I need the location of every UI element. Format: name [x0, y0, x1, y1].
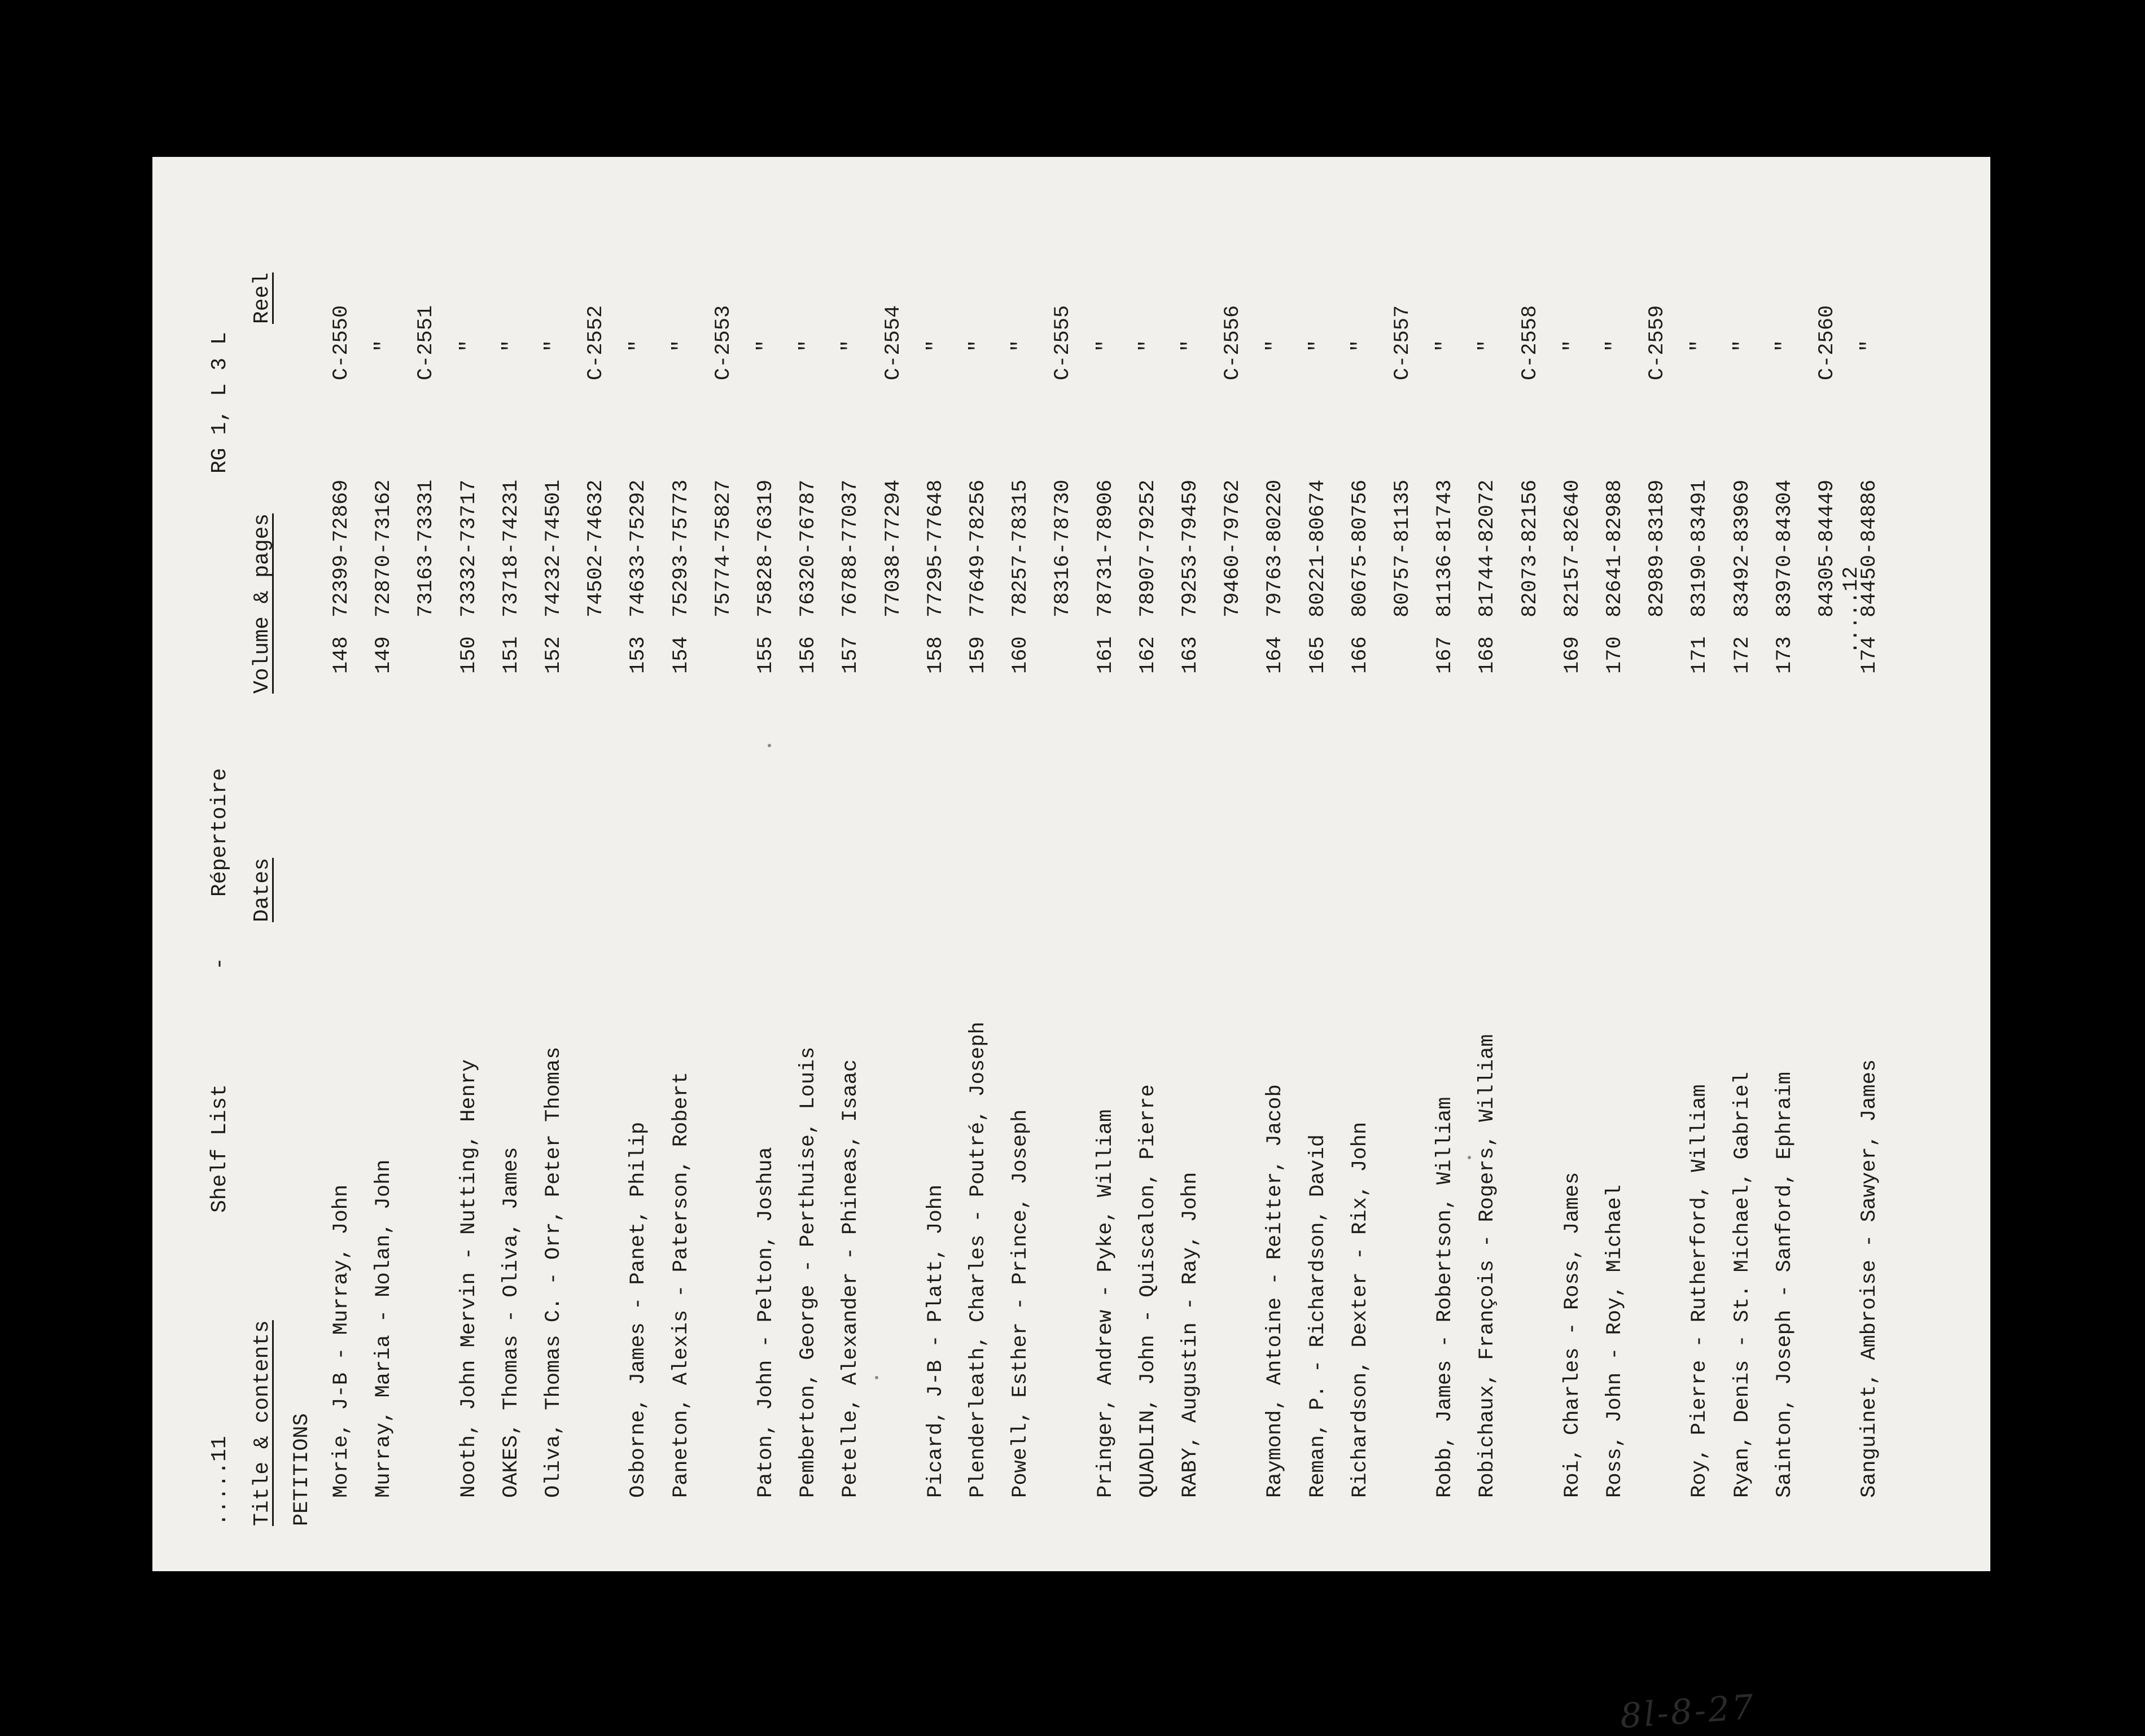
- row-volume: 174: [1858, 636, 1881, 674]
- row-pages: 82157-82640: [1561, 479, 1584, 617]
- row-volume: 172: [1731, 636, 1754, 674]
- row-reel: C-2557: [1391, 305, 1415, 380]
- row-pages: 74232-74501: [542, 479, 566, 617]
- row-volume: 152: [542, 636, 566, 674]
- row-volume: 168: [1476, 636, 1499, 674]
- row-pages: 77649-78256: [966, 479, 990, 617]
- row-reel: C-2550: [330, 305, 353, 380]
- row-title: QUADLIN, John - Quiscalon, Pierre: [1136, 1084, 1160, 1498]
- section-label: PETITIONS: [290, 1413, 314, 1526]
- row-title: Morie, J-B - Murray, John: [330, 1184, 353, 1498]
- row-title: Paton, John - Pelton, Joshua: [754, 1147, 778, 1498]
- row-pages: 72870-73162: [372, 479, 396, 617]
- row-pages: 74502-74632: [584, 479, 608, 617]
- row-pages: 72399-72869: [330, 479, 353, 617]
- title-separator: -: [208, 957, 232, 970]
- row-title: RABY, Augustin - Ray, John: [1179, 1172, 1202, 1498]
- row-pages: 73332-73717: [457, 479, 481, 617]
- footer-reference: .....12: [1840, 566, 1863, 654]
- row-title: Roy, Pierre - Rutherford, William: [1688, 1084, 1711, 1498]
- row-reel: ": [796, 339, 820, 352]
- row-title: Powell, Esther - Prince, Joseph: [1009, 1109, 1032, 1498]
- row-reel: C-2560: [1815, 305, 1839, 380]
- page-reference: .....11: [208, 1436, 232, 1526]
- row-volume: 148: [330, 636, 353, 674]
- row-reel: ": [1306, 339, 1330, 352]
- row-pages: 74633-75292: [627, 479, 650, 617]
- column-dates: Dates: [250, 857, 274, 922]
- row-volume: 163: [1179, 636, 1202, 674]
- row-reel: C-2555: [1051, 305, 1075, 380]
- row-title: Sainton, Joseph - Sanford, Ephraim: [1773, 1072, 1797, 1498]
- row-volume: 162: [1136, 636, 1160, 674]
- document-sheet: [152, 157, 1990, 1736]
- column-volume-pages: Volume & pages: [250, 513, 274, 694]
- row-pages: 79253-79459: [1179, 479, 1202, 617]
- row-pages: 81136-81743: [1433, 479, 1457, 617]
- row-reel: ": [500, 339, 523, 352]
- row-reel: ": [1858, 339, 1881, 352]
- row-reel: C-2551: [414, 305, 438, 380]
- row-volume: 165: [1306, 636, 1330, 674]
- row-volume: 150: [457, 636, 481, 674]
- row-pages: 77038-77294: [882, 479, 905, 617]
- row-reel: ": [1009, 339, 1032, 352]
- row-pages: 77295-77648: [924, 479, 948, 617]
- row-pages: 83190-83491: [1688, 479, 1711, 617]
- row-reel: ": [1476, 339, 1499, 352]
- row-reel: ": [1731, 339, 1754, 352]
- row-pages: 78731-78906: [1094, 479, 1118, 617]
- row-pages: 82989-83189: [1645, 479, 1669, 617]
- row-pages: 73718-74231: [500, 479, 523, 617]
- row-reel: ": [1688, 339, 1711, 352]
- row-volume: 164: [1263, 636, 1287, 674]
- row-volume: 169: [1561, 636, 1584, 674]
- row-reel: ": [754, 339, 778, 352]
- row-pages: 80221-80674: [1306, 479, 1330, 617]
- row-volume: 151: [500, 636, 523, 674]
- row-title: Roi, Charles - Ross, James: [1561, 1172, 1584, 1498]
- row-reel: ": [924, 339, 948, 352]
- row-volume: 159: [966, 636, 990, 674]
- row-title: Reman, P. - Richardson, David: [1306, 1134, 1330, 1498]
- row-pages: 83970-84304: [1773, 479, 1797, 617]
- column-title-contents: Title & contents: [250, 1320, 274, 1526]
- row-pages: 80757-81135: [1391, 479, 1415, 617]
- row-pages: 78316-78730: [1051, 479, 1075, 617]
- film-dust: [1468, 1156, 1471, 1159]
- row-reel: C-2552: [584, 305, 608, 380]
- row-reel: ": [1773, 339, 1797, 352]
- row-pages: 84305-84449: [1815, 479, 1839, 617]
- column-reel: Reel: [250, 272, 274, 324]
- row-reel: C-2556: [1221, 305, 1245, 380]
- row-title: Osborne, James - Panet, Philip: [627, 1121, 650, 1498]
- row-volume: 173: [1773, 636, 1797, 674]
- row-volume: 153: [627, 636, 650, 674]
- row-pages: 75774-75827: [712, 479, 736, 617]
- row-reel: ": [966, 339, 990, 352]
- row-volume: 149: [372, 636, 396, 674]
- row-pages: 79460-79762: [1221, 479, 1245, 617]
- row-pages: 75828-76319: [754, 479, 778, 617]
- row-reel: ": [1179, 339, 1202, 352]
- handwritten-note: 8l-8-27: [1618, 1687, 1757, 1736]
- row-title: Robichaux, François - Rogers, William: [1476, 1034, 1499, 1498]
- row-reel: C-2554: [882, 305, 905, 380]
- row-title: Nooth, John Mervin - Nutting, Henry: [457, 1059, 481, 1498]
- row-title: Petelle, Alexander - Phineas, Isaac: [839, 1059, 863, 1498]
- row-reel: ": [627, 339, 650, 352]
- row-pages: 75293-75773: [669, 479, 693, 617]
- row-reel: ": [372, 339, 396, 352]
- row-volume: 167: [1433, 636, 1457, 674]
- row-title: Picard, J-B - Platt, John: [924, 1184, 948, 1498]
- film-dust: [875, 1376, 878, 1379]
- row-title: Richardson, Dexter - Rix, John: [1349, 1121, 1372, 1498]
- row-pages: 82641-82988: [1603, 479, 1627, 617]
- row-title: Plenderleath, Charles - Poutré, Joseph: [966, 1022, 990, 1498]
- row-reel: ": [1263, 339, 1287, 352]
- shelf-list-page: [152, 157, 1990, 1571]
- row-volume: 170: [1603, 636, 1627, 674]
- row-title: Paneton, Alexis - Paterson, Robert: [669, 1072, 693, 1498]
- row-reel: ": [1561, 339, 1584, 352]
- row-title: Murray, Maria - Nolan, John: [372, 1159, 396, 1498]
- row-reel: C-2558: [1518, 305, 1542, 380]
- row-volume: 157: [839, 636, 863, 674]
- row-pages: 73163-73331: [414, 479, 438, 617]
- row-title: Sanguinet, Ambroise - Sawyer, James: [1858, 1059, 1881, 1498]
- row-pages: 82073-82156: [1518, 479, 1542, 617]
- row-reel: ": [1094, 339, 1118, 352]
- row-volume: 161: [1094, 636, 1118, 674]
- row-volume: 166: [1349, 636, 1372, 674]
- row-reel: ": [542, 339, 566, 352]
- row-reel: C-2559: [1645, 305, 1669, 380]
- document-title: Shelf List: [208, 1084, 232, 1213]
- row-title: Robb, James - Robertson, William: [1433, 1097, 1457, 1498]
- row-pages: 78907-79252: [1136, 479, 1160, 617]
- row-volume: 155: [754, 636, 778, 674]
- row-title: Pemberton, George - Perthuise, Louis: [796, 1046, 820, 1498]
- row-volume: 158: [924, 636, 948, 674]
- row-reel: ": [839, 339, 863, 352]
- row-reel: ": [1603, 339, 1627, 352]
- row-pages: 79763-80220: [1263, 479, 1287, 617]
- row-title: Ryan, Denis - St. Michael, Gabriel: [1731, 1072, 1754, 1498]
- row-pages: 76788-77037: [839, 479, 863, 617]
- row-pages: 81744-82072: [1476, 479, 1499, 617]
- row-pages: 84450-84886: [1858, 479, 1881, 617]
- row-title: Ross, John - Roy, Michael: [1603, 1184, 1627, 1498]
- row-reel: ": [1349, 339, 1372, 352]
- film-dust: [768, 744, 771, 747]
- row-reel: ": [457, 339, 481, 352]
- row-title: OAKES, Thomas - Oliva, James: [500, 1147, 523, 1498]
- row-pages: 76320-76787: [796, 479, 820, 617]
- row-reel: ": [1136, 339, 1160, 352]
- document-subtitle: Répertoire: [208, 768, 232, 897]
- row-pages: 83492-83969: [1731, 479, 1754, 617]
- record-group: RG 1, L 3 L: [208, 332, 232, 474]
- row-volume: 160: [1009, 636, 1032, 674]
- row-reel: ": [1433, 339, 1457, 352]
- row-volume: 171: [1688, 636, 1711, 674]
- row-title: Raymond, Antoine - Reitter, Jacob: [1263, 1084, 1287, 1498]
- row-volume: 156: [796, 636, 820, 674]
- row-pages: 80675-80756: [1349, 479, 1372, 617]
- row-pages: 78257-78315: [1009, 479, 1032, 617]
- row-reel: C-2553: [712, 305, 736, 380]
- row-reel: ": [669, 339, 693, 352]
- row-title: Pringer, Andrew - Pyke, William: [1094, 1109, 1118, 1498]
- row-title: Oliva, Thomas C. - Orr, Peter Thomas: [542, 1046, 566, 1498]
- row-volume: 154: [669, 636, 693, 674]
